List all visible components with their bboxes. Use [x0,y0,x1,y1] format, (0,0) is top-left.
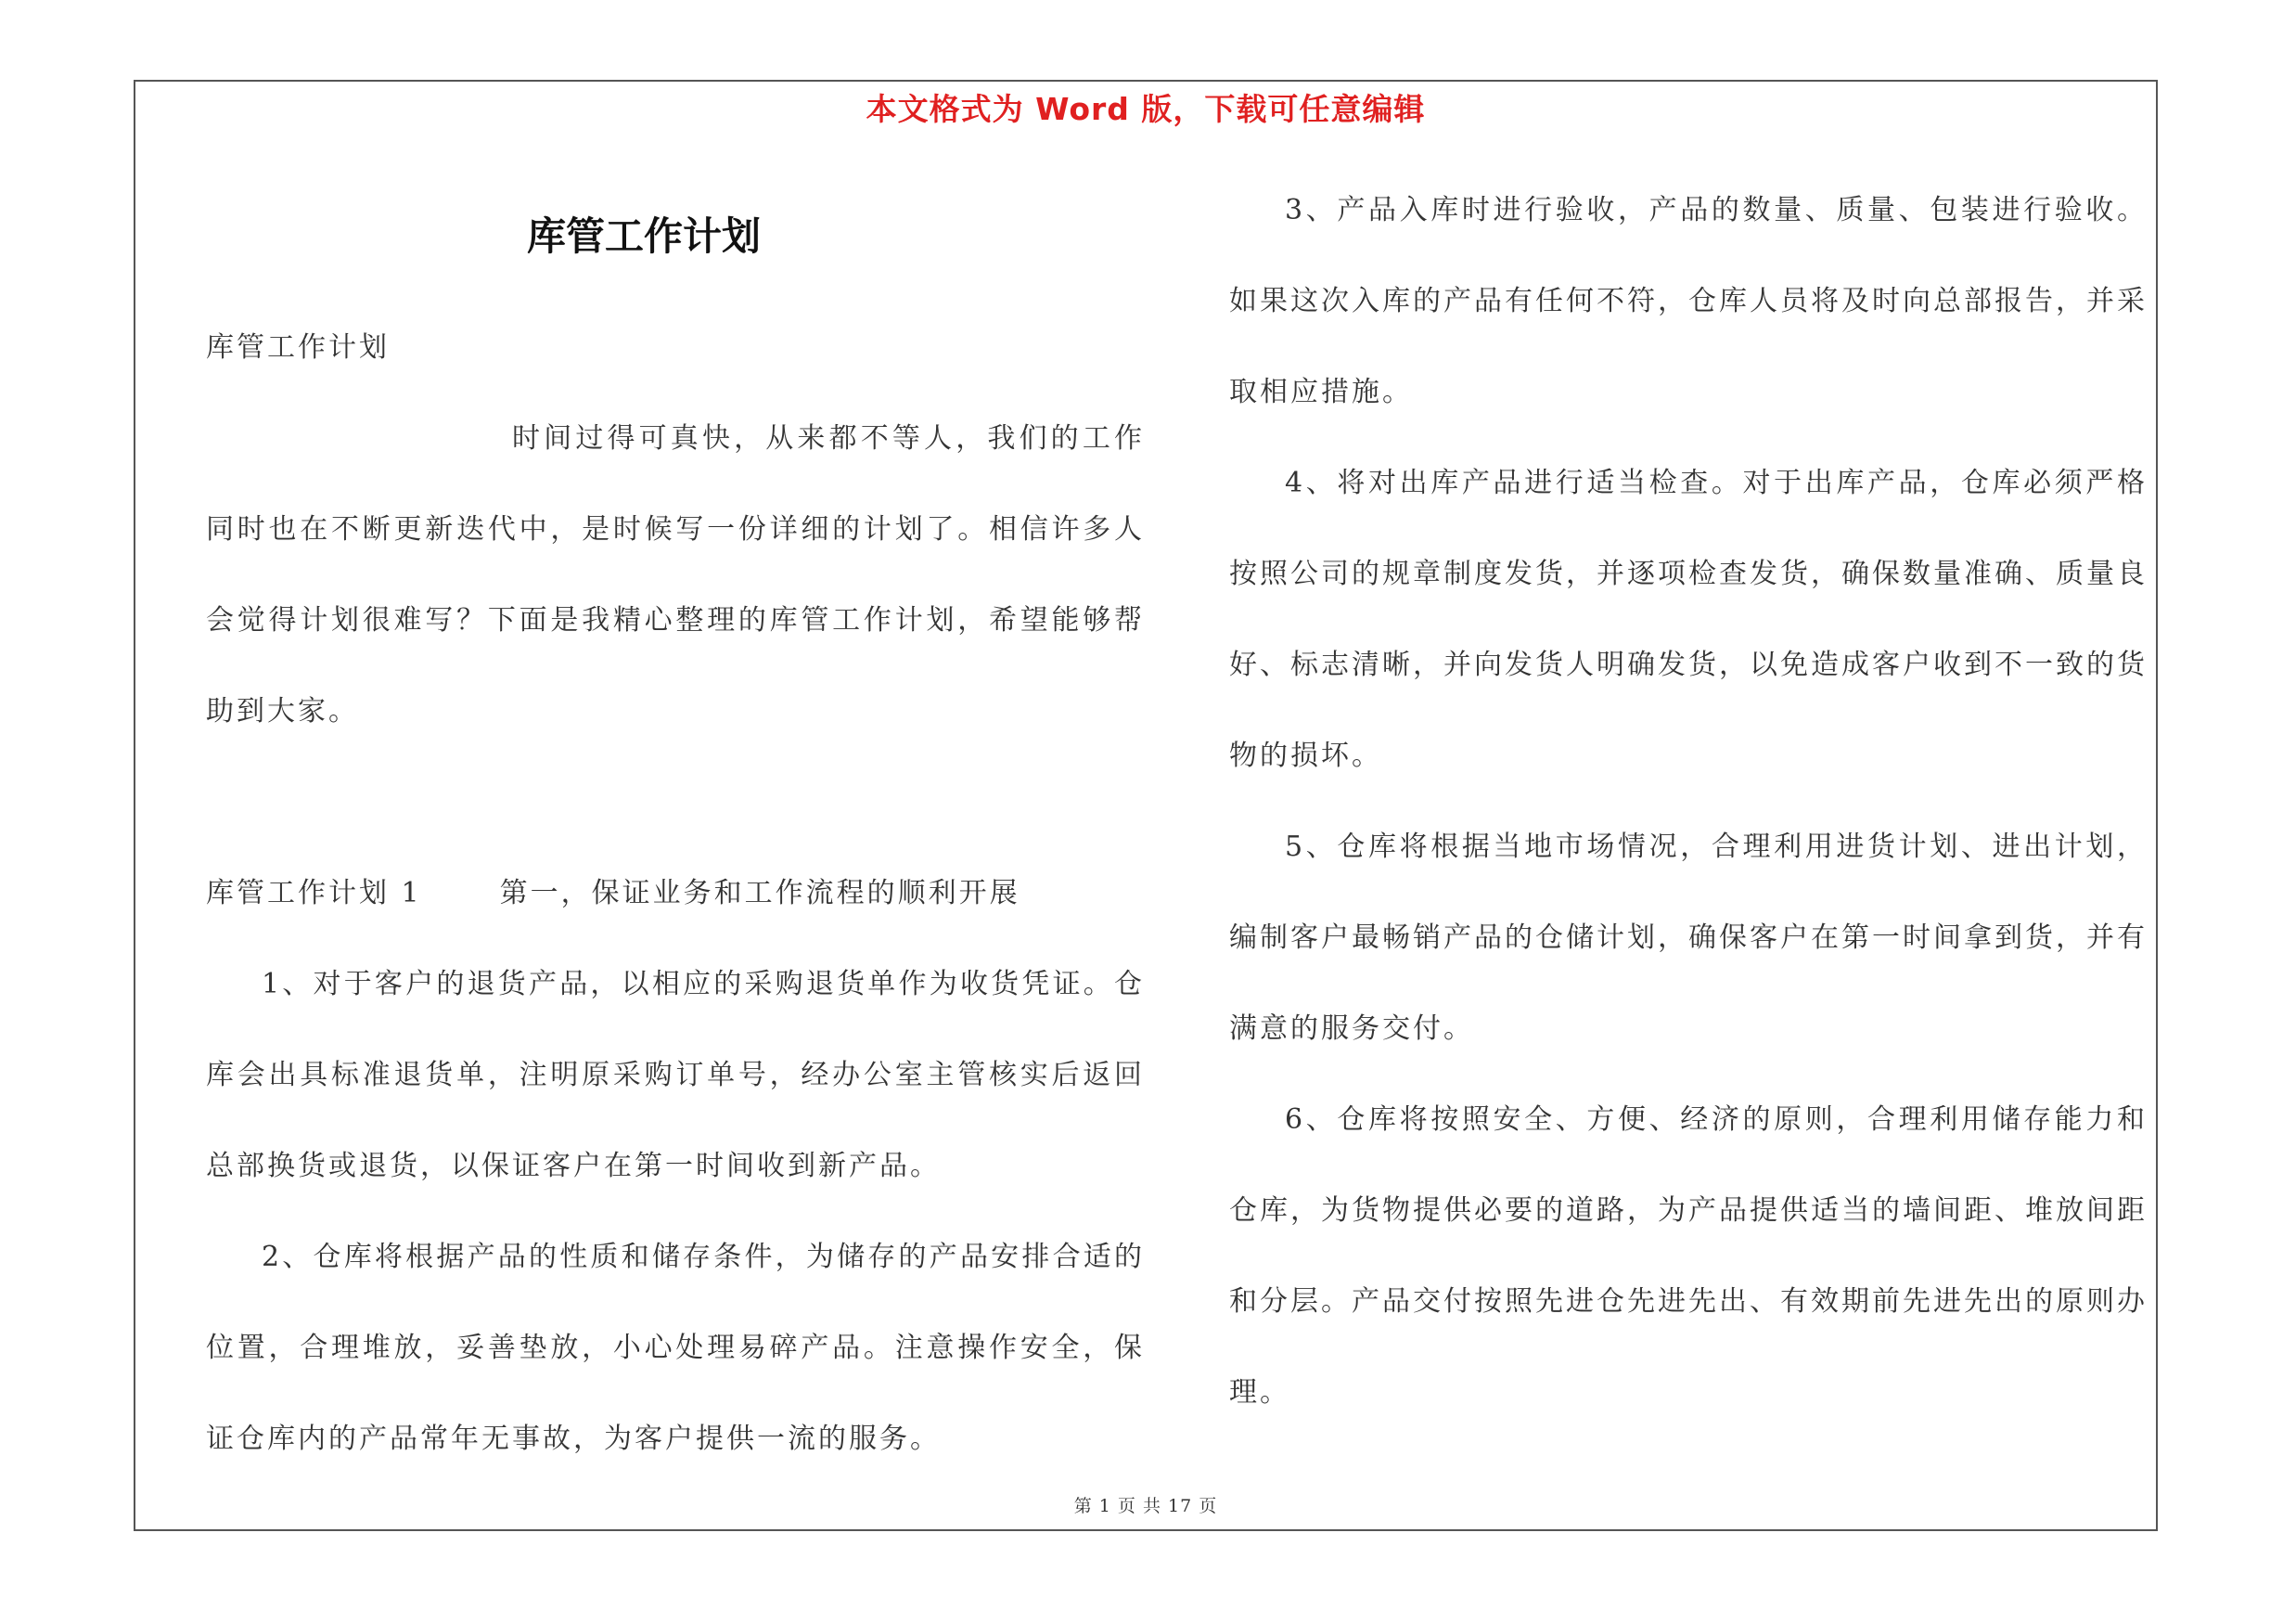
section-label: 库管工作计划 1 [206,877,422,909]
list-item-3: 3、产品入库时进行验收，产品的数量、质量、包装进行验收。如果这次入库的产品有任何不符，仓库人员将及时向总部报告，并采取相应措施。 [1229,194,2148,408]
list-item-6: 6、仓库将按照安全、方便、经济的原则，合理利用储存能力和仓库，为货物提供必要的道路，为产品提供适当的墙间距、堆放间距和分层。产品交付按照先进仓先进先出、有效期前先进先出的原则办理。 [1229,1103,2148,1409]
paragraph-spacer [206,757,1145,848]
document-subtitle: 库管工作计划 [206,331,390,364]
section-heading-line [206,848,1145,939]
section-heading: 第一，保证业务和工作流程的顺利开展 [499,877,1020,909]
word-format-banner: 本文格式为 Word 版，下载可任意编辑 [866,91,1426,127]
page-number-footer: 第 1 页 共 17 页 [1073,1496,1218,1516]
list-item-1: 1、对于客户的退货产品，以相应的采购退货单作为收货凭证。仓库会出具标准退货单，注明原采购订单号，经办公室主管核实后返回总部换货或退货，以保证客户在第一时间收到新产品。 [206,968,1145,1182]
list-item-2: 2、仓库将根据产品的性质和储存条件，为储存的产品安排合适的位置，合理堆放，妥善垫放，小心处理易碎产品。注意操作安全，保证仓库内的产品常年无事故，为客户提供一流的服务。 [206,1241,1145,1455]
left-column [206,303,1145,1485]
intro-paragraph: 时间过得可真快，从来都不等人，我们的工作同时也在不断更新迭代中，是时候写一份详细的计划了。相信许多人会觉得计划很难写？下面是我精心整理的库管工作计划，希望能够帮助到大家。 [206,422,1145,728]
document-title: 库管工作计划 [526,213,761,259]
right-column [1229,165,2148,1438]
list-item-4: 4、将对出库产品进行适当检查。对于出库产品，仓库必须严格按照公司的规章制度发货，并逐项检查发货，确保数量准确、质量良好、标志清晰，并向发货人明确发货，以免造成客户收到不一致的货物的损坏。 [1229,467,2148,772]
list-item-5: 5、仓库将根据当地市场情况，合理利用进货计划、进出计划，编制客户最畅销产品的仓储计划，确保客户在第一时间拿到货，并有满意的服务交付。 [1229,831,2148,1045]
